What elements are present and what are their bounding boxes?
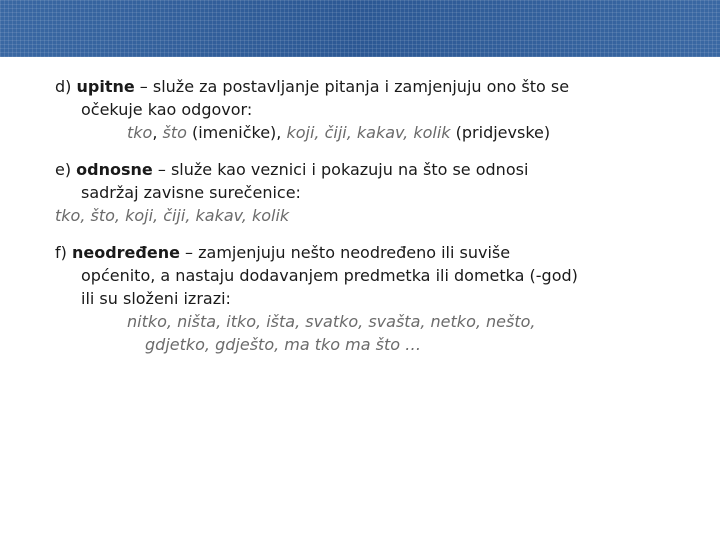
section-f-examples-line1: nitko, ništa, itko, išta, svatko, svašta, netko, nešto,	[127, 312, 536, 331]
section-f	[55, 241, 685, 356]
section-e-prefix: e)	[55, 160, 77, 179]
section-f-prefix: f)	[55, 243, 72, 262]
section-d-term: upitne	[76, 77, 135, 96]
section-d-line1	[55, 75, 685, 98]
section-e-definition: – služe kao veznici i pokazuju na što se odnosi	[152, 160, 529, 179]
example-pridjevske: koji, čiji, kakav, kolik	[286, 123, 451, 142]
header-banner	[0, 0, 720, 57]
section-f-definition: – zamjenjuju nešto neodređeno ili suviše	[179, 243, 511, 262]
section-f-line3: ili su složeni izrazi:	[81, 289, 231, 308]
example-sto: što	[162, 123, 187, 142]
example-tko: tko	[127, 123, 153, 142]
separator: ,	[152, 123, 163, 142]
slide-content	[55, 75, 685, 370]
section-e-line1	[55, 158, 685, 181]
category-pridjevske: (pridjevske)	[450, 123, 551, 142]
category-imenicke: (imeničke),	[186, 123, 287, 142]
section-d-line2: očekuje kao odgovor:	[81, 100, 253, 119]
section-e-term: odnosne	[76, 160, 153, 179]
section-d-examples	[55, 121, 685, 144]
section-f-line1	[55, 241, 685, 264]
section-e	[55, 158, 685, 227]
section-f-line2: općenito, a nastaju dodavanjem predmetka ili dometka (-god)	[81, 266, 578, 285]
section-d	[55, 75, 685, 144]
section-e-examples: tko, što, koji, čiji, kakav, kolik	[55, 206, 290, 225]
section-d-prefix: d)	[55, 77, 77, 96]
section-d-definition: – služe za postavljanje pitanja i zamjenjuju ono što se	[134, 77, 570, 96]
section-f-term: neodređene	[71, 243, 180, 262]
section-e-line2: sadržaj zavisne surečenice:	[81, 183, 301, 202]
section-f-examples-line2: gdjetko, gdješto, ma tko ma što …	[145, 335, 422, 354]
